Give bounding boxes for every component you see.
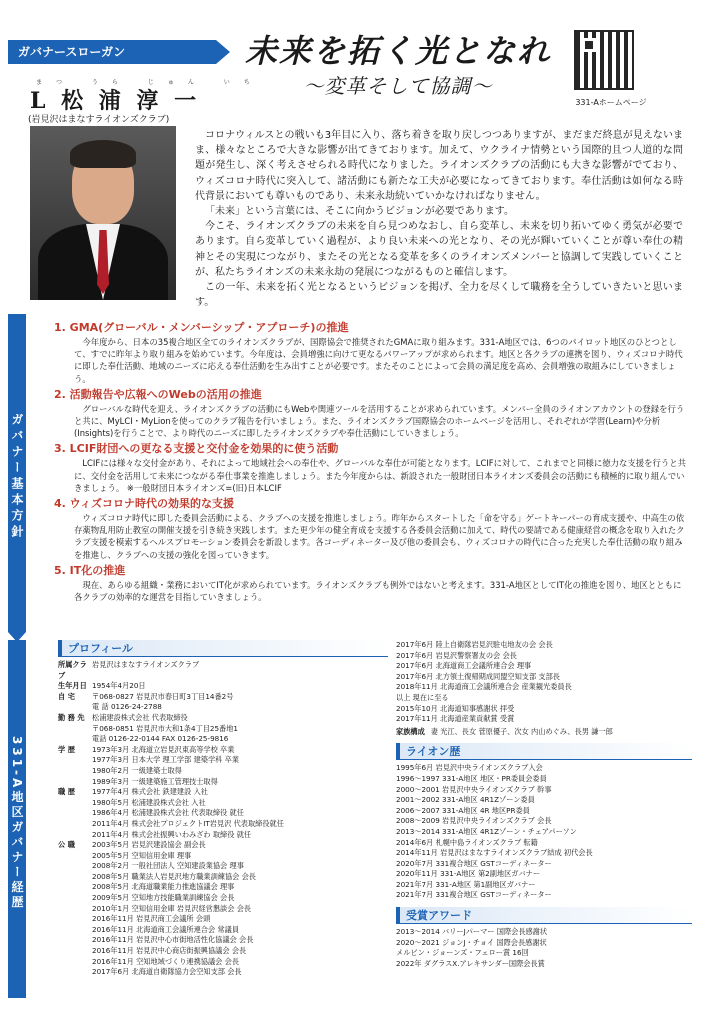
award-title: 受賞アワード [396, 907, 692, 924]
policy-list [54, 318, 688, 604]
policy-body: 今年度から、日本の35複合地区全てのライオンズクラブが、国際協会で推奨されたGMAに取り組みます。331-A地区では、6つのパイロット地区のひとつとして、すでに昨年より取り組みを始めています。今年度は、会員増強に向けて更なるパワーアップが求められます。地区と各クラブの連携を図り、ウィズコロナ時代に即した奉仕活動、地域のニーズに応える奉仕活動を生み出すことが必要です。またそのことによって会員の満足度を高め、会員増強の取組みにしていきましょう。 [74, 337, 683, 384]
profile-key [58, 925, 92, 936]
governor-portrait [30, 126, 176, 300]
profile-value: 1980年2月 一級建築士取得 [92, 765, 182, 775]
profile-row [58, 681, 388, 692]
profile-key [58, 724, 92, 735]
name-ruby: まつ うら じゅん いち [36, 79, 264, 86]
history-row: 2017年6月 陸上自衛隊岩見沢駐屯地友の会 会長 [396, 640, 553, 649]
policy-heading: 3. LCIF財団への更なる支援と交付金を効果的に使う活動 [54, 442, 339, 456]
profile-row [58, 819, 388, 830]
profile-value: 2016年11月 岩見沢中心市街地活性化協議会 会長 [92, 935, 254, 945]
family-label: 家族構成 [396, 726, 425, 736]
history-row: 2017年11月 北海道産業貢献賞 受賞 [396, 714, 515, 724]
profile-value: 1977年3月 日本大学 理工学部 建築学科 卒業 [92, 755, 240, 765]
profile-value: 1977年4月 株式会社 鉄建建設 入社 [92, 787, 208, 797]
profile-key [58, 904, 92, 915]
profile-row [58, 851, 388, 862]
profile-value: 岩見沢はまなすライオンズクラブ [92, 660, 200, 669]
profile-row [58, 808, 388, 819]
profile-row [58, 925, 388, 936]
career-band: 331-A地区ガバナー経歴 [8, 640, 26, 998]
policy-body: 現在、あらゆる組織・業務においてIT化が求められています。ライオンズクラブも例外ではないと考えます。331-A地区としてIT化の推進を図り、地区とともに各クラブの効率的な運営を目指していきましょう。 [74, 579, 682, 603]
lions-history-row: 2006〜2007 331-A地区 4R 地区PR委員 [396, 805, 530, 815]
profile-key: 勤 務 先 [58, 712, 85, 722]
profile-value: 2010年1月 空知信用金庫 岩見沢経営懇談会 会長 [92, 903, 252, 913]
profile-row [58, 745, 388, 756]
profile-row [58, 935, 388, 946]
qr-label: 331-Aホームページ [575, 98, 647, 107]
profile-rows [58, 660, 388, 978]
award-rows [396, 927, 692, 969]
profile-value: 1989年3月 一級建築施工管理技士取得 [92, 776, 218, 786]
profile-key [58, 734, 92, 745]
profile-value: 1973年3月 北海道立岩見沢東高等学校 卒業 [92, 744, 235, 754]
profile-row [58, 755, 388, 766]
profile-value: 2008年5月 北海道職業能力推進協議会 理事 [92, 882, 235, 892]
profile-key [58, 777, 92, 788]
profile-value: 2005年5月 空知信用金庫 理事 [92, 850, 192, 860]
profile-row [58, 840, 388, 851]
lions-history-row: 2020年11月 331-A地区 第2副地区ガバナー [396, 869, 541, 879]
profile-key: 学 歴 [58, 744, 75, 754]
profile-value: 1954年4月20日 [92, 681, 146, 691]
profile-row [58, 904, 388, 915]
profile-value: 〒068-0851 岩見沢市大和1条4丁目25番地1 [92, 723, 239, 733]
intro-paragraph: コロナウィルスとの戦いも3年目に入り、落ち着きを取り戻しつつありますが、まだまだ終息が見えないまま、様々なところで大きな影響が出てきております。加えて、ウクライナ情勢という国際的且つ人道的な問題が発生し、深く考えさせられる時代になりました。ライオンズクラブの活動にも大きな影響がでており、ウィズコロナ時代に突入して、諸活動にも新たな工夫が必要になってきております。奉仕活動は如何なる時代背景においても尊いものであり、未来永劫続いていかなければなりません。 [195, 130, 683, 202]
profile-key [58, 766, 92, 777]
profile-key [58, 755, 92, 766]
profile-row [58, 882, 388, 893]
intro-message [195, 128, 683, 310]
award-row: 2020〜2021 ジョンJ・チョイ 国際会長感謝状 [396, 937, 547, 947]
intro-paragraph: この一年、未来を拓く光となるというビジョンを掲げ、全力を尽くして職務を全うしていきたいと思います。 [195, 282, 683, 309]
profile-row [58, 702, 388, 713]
profile-value: 2008年5月 職業法人岩見沢地方職業訓練協会 会長 [92, 871, 256, 881]
profile-row [58, 766, 388, 777]
qr-code-icon[interactable] [574, 30, 634, 90]
lions-history-row: 2021年7月 331-A地区 第1副地区ガバナー [396, 879, 536, 889]
lions-history-row: 2021年7月 331複合地区 GSTコーディネーター [396, 890, 552, 900]
profile-value: 2003年5月 岩見沢建設協会 副会長 [92, 840, 206, 850]
policy-heading: 4. ウィズコロナ時代の効果的な支援 [54, 497, 235, 511]
profile-row [58, 798, 388, 809]
policy-body: ウィズコロナ時代に即した委員会活動による、クラブへの支援を推進しましょう。昨年からスタートした「命を守る」ゲートキーパーの育成支援や、中高生の依存薬物乱用防止教室の開催支援を引き続き実践します。また更少年の健全育成を支援する各委員会活動に加えて、時代の要請である健康経営の概念を取り入れたクラブ支援を模索するヘルスプロモーション委員会を新設します。各コーディネーター及び他の委員会も、ウィズコロナの時代に合った充実した奉仕活動の取り組みを推進し、クラブへの支援の強化を図っていきます。 [74, 513, 685, 560]
profile-row [58, 777, 388, 788]
profile-key [58, 914, 92, 925]
profile-value: 松浦建設株式会社 代表取締役 [92, 712, 188, 722]
history-row: 2015年10月 北海道知事感謝状 拝受 [396, 703, 515, 713]
award-row: メルビン・ジョーンズ・フェロー賞 16回 [396, 948, 529, 958]
lions-history-row: 2000〜2001 岩見沢中央ライオンズクラブ 幹事 [396, 784, 552, 794]
profile-key [58, 798, 92, 809]
profile-key [58, 830, 92, 841]
policy-heading: 2. 活動報告や広報へのWebの活用の推進 [54, 387, 262, 401]
profile-row [58, 872, 388, 883]
profile-key: 生年月日 [58, 681, 87, 691]
profile-key [58, 967, 92, 978]
profile-row [58, 957, 388, 968]
policy-body: LCIFには様々な交付金があり、それによって地域社会への奉仕や、グローバルな奉仕が可能となります。LCIFに対して、これまでと同様に徳力な支援を行うと共に、交付金を活用して未来につながる奉仕事業を推進しましょう。また今年度からは、新設された一般財団日本ライオンズ委員会の活動にも積極的に取り組んでいきましょう。 ※一般財団日本ライオンズ=(旧)日本LCIF [74, 458, 687, 493]
profile-row [58, 787, 388, 798]
lions-history-row: 1996〜1997 331-A地区 地区・PR委員会委員 [396, 773, 547, 783]
profile-key [58, 851, 92, 862]
lions-history-row: 2014年6月 札幌中島ライオンズクラブ 転籍 [396, 837, 538, 847]
main-title: 未来を拓く光となれ [244, 32, 551, 70]
family-value: 妻 光江、長女 菅原優子、次女 内山めぐみ、長男 謙一郎 [430, 726, 613, 736]
profile-row [58, 692, 388, 703]
profile-key [58, 957, 92, 968]
profile-value: 2008年2月 一般社団法人 空知建設業協会 理事 [92, 861, 244, 871]
slogan-tag: ガバナースローガン [8, 40, 216, 64]
lions-history-row: 2001〜2002 331-A地区 4R1Zゾーン委員 [396, 795, 535, 805]
profile-value: 電 話 0126-24-2788 [92, 702, 162, 712]
family-row [396, 727, 692, 738]
award-row: 2022年 ダグラスX.アレキサンダー国際会長賞 [396, 958, 545, 968]
profile-key [58, 935, 92, 946]
history-row: 2018年11月 北海道商工会議所連合会 産業観光委員長 [396, 682, 572, 692]
profile-title: プロフィール [58, 640, 388, 657]
history-row: 以上 現在に至る [396, 692, 449, 702]
lions-history-row: 2020年7月 331複合地区 GSTコーディネーター [396, 858, 552, 868]
profile-value: 2016年11月 北海道商工会議所連合会 常議員 [92, 924, 240, 934]
governor-club: (岩見沢はまなすライオンズクラブ) [28, 115, 170, 125]
history-row: 2017年6月 岩見沢警察署友の会 会長 [396, 650, 517, 660]
profile-key [58, 819, 92, 830]
profile-row [58, 861, 388, 872]
lions-history-row: 2013〜2014 331-A地区 4R1Zゾーン・チェアパーソン [396, 826, 577, 836]
history-row: 2017年6月 北海道商工会議所連合会 理事 [396, 661, 532, 671]
lions-history-row: 1995年6月 岩見沢中央ライオンズクラブ入会 [396, 763, 543, 773]
profile-value: 〒068-0827 岩見沢市春日町3丁目14番2号 [92, 691, 234, 701]
profile-value: 2011年4月 株式会社振興いわみざわ 取締役 就任 [92, 829, 252, 839]
profile-row [58, 893, 388, 904]
award-row: 2013〜2014 バリーJパーマー 国際会長感謝状 [396, 927, 548, 937]
profile-section [58, 640, 388, 978]
profile-value: 2016年11月 岩見沢中心商店街振興協議会 会長 [92, 946, 247, 956]
profile-value: 2016年11月 岩見沢商工会議所 会頭 [92, 914, 211, 924]
policy-heading: 5. IT化の推進 [54, 563, 126, 577]
profile-row [58, 734, 388, 745]
history-row: 2017年6月 北方領土復帰期成同盟空知支部 支部長 [396, 671, 560, 681]
profile-key [58, 893, 92, 904]
policy-body: グローバルな時代を迎え、ライオンズクラブの活動にもWebや関連ツールを活用することが求められています。メンバー全員のライオンアカウントの登録を行うと共に、MyLCI・MyLionを使ってのクラブ報告を行いましょう。また、ライオンズクラブ国際協会のホームページを活用し、それぞれが学習(Learn)や分析(Insights)を行うことで、より時代のニーズに即したライオンズクラブや奉仕活動にしていきましょう。 [74, 403, 685, 439]
sub-title: 〜変革そして協調〜 [303, 74, 493, 98]
profile-value: 電話 0126-22-0144 FAX 0126-25-9816 [92, 734, 229, 744]
profile-row [58, 830, 388, 841]
profile-row [58, 724, 388, 735]
profile-row [58, 914, 388, 925]
profile-value: 1986年4月 松浦建設株式会社 代表取締役 就任 [92, 808, 244, 818]
profile-row [58, 713, 388, 724]
profile-key [58, 872, 92, 883]
profile-key: 自 宅 [58, 691, 75, 701]
policy-band: ガバナー基本方針 [8, 314, 26, 632]
profile-key [58, 808, 92, 819]
profile-value: 2009年5月 空知地方技能職業訓練協会 会長 [92, 893, 235, 903]
career-right-column [396, 640, 692, 969]
profile-key: 所属クラブ [58, 660, 87, 680]
profile-key [58, 946, 92, 957]
intro-paragraph: 今こそ、ライオンズクラブの未来を自ら見つめなおし、自ら変革し、未来を切り拓いてゆく勇気が必要であります。自ら変革していく過程が、より良い未来への光となり、その光が輝いていくことが尊い奉仕の精神とその実現につながり、またその光となる変革を多くのライオンズメンバーと協調して実践していくことが、私たちライオンズの未来永劫の発展につながるものと確信します。 [195, 221, 683, 278]
policy-heading: 1. GMA(グローバル・メンバーシップ・アプローチ)の推進 [54, 321, 349, 334]
intro-paragraph: 「未来」という言葉には、そこに向かうビジョンが必要であります。 [205, 206, 514, 218]
profile-key: 公 職 [58, 840, 75, 850]
history-rows [396, 640, 692, 725]
lions-title: ライオン歴 [396, 743, 692, 760]
profile-row [58, 946, 388, 957]
profile-value: 1980年5月 松浦建設株式会社 入社 [92, 797, 206, 807]
profile-value: 2017年6月 北海道自衛隊協力会空知支部 会長 [92, 967, 242, 977]
profile-row [58, 660, 388, 681]
profile-key [58, 861, 92, 872]
profile-key [58, 702, 92, 713]
profile-row [58, 967, 388, 978]
lions-history-row: 2008〜2009 岩見沢中央ライオンズクラブ 会長 [396, 816, 552, 826]
profile-key: 職 歴 [58, 787, 75, 797]
lions-history-row: 2014年11月 岩見沢はまなすライオンズクラブ結成 初代会長 [396, 848, 593, 858]
profile-key [58, 882, 92, 893]
lions-rows [396, 763, 692, 901]
profile-value: 2016年11月 空知地域づくり連携協議会 会長 [92, 956, 240, 966]
governor-name: L 松 浦 淳 一 [30, 88, 201, 114]
profile-value: 2011年4月 株式会社プロジェクトIT岩見沢 代表取締役就任 [92, 818, 284, 828]
